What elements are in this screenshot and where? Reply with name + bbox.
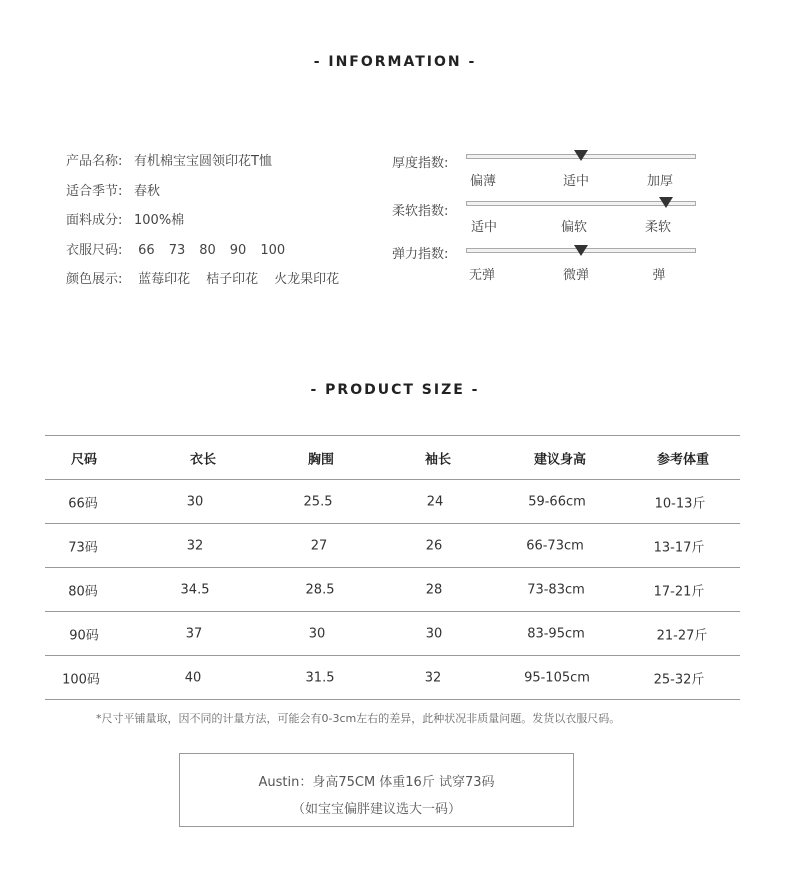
size-option: 66 xyxy=(138,242,155,258)
index-tick: 弹 xyxy=(652,268,666,283)
table-cell: 59-66cm xyxy=(528,494,586,509)
model-advice: （如宝宝偏胖建议选大一码） xyxy=(291,802,461,817)
table-cell: 27 xyxy=(310,538,328,553)
table-cell: 100码 xyxy=(62,672,100,687)
info-value: 100%棉 xyxy=(134,213,185,228)
index-tick: 适中 xyxy=(562,174,590,189)
column-header: 袖长 xyxy=(424,452,452,467)
index-tick: 微弹 xyxy=(562,268,590,283)
model-reference-box xyxy=(179,753,574,827)
index-tick: 柔软 xyxy=(644,220,672,235)
info-row-sizes xyxy=(66,241,355,271)
table-cell: 30 xyxy=(425,626,443,641)
table-cell: 73-83cm xyxy=(527,582,585,597)
index-tick: 无弹 xyxy=(468,268,496,283)
index-tick: 偏软 xyxy=(560,220,588,235)
product-size-title: - PRODUCT SIZE - xyxy=(310,382,480,398)
size-option: 90 xyxy=(229,242,247,258)
info-value: 有机棉宝宝圆领印花T恤 xyxy=(134,154,272,169)
table-row xyxy=(45,480,740,524)
color-option: 蓝莓印花 xyxy=(138,272,191,287)
model-info: Austin：身高75CM 体重16斤 试穿73码 xyxy=(258,775,495,790)
table-cell: 30 xyxy=(186,494,204,509)
table-cell: 80码 xyxy=(68,584,98,599)
info-label: 面料成分: xyxy=(66,213,123,228)
size-option: 80 xyxy=(199,242,216,258)
index-label: 柔软指数: xyxy=(392,204,449,219)
table-cell: 13-17斤 xyxy=(653,540,705,555)
index-label: 弹力指数: xyxy=(392,247,449,262)
info-label: 颜色展示: xyxy=(66,272,123,287)
table-row xyxy=(45,568,740,612)
column-header: 衣长 xyxy=(189,452,217,467)
size-table xyxy=(45,435,740,700)
table-cell: 25-32斤 xyxy=(653,672,705,687)
info-row-season xyxy=(66,182,355,212)
table-header-row xyxy=(45,436,740,480)
table-row xyxy=(45,524,740,568)
table-cell: 73码 xyxy=(68,540,98,555)
table-cell: 66码 xyxy=(68,496,98,511)
table-cell: 28.5 xyxy=(305,582,335,597)
color-option: 火龙果印花 xyxy=(274,272,340,287)
info-label: 适合季节: xyxy=(66,183,123,199)
index-label: 厚度指数: xyxy=(392,156,449,171)
table-cell: 25.5 xyxy=(303,494,333,509)
info-label: 产品名称: xyxy=(66,154,123,169)
table-cell: 26 xyxy=(425,538,443,553)
column-header: 胸围 xyxy=(307,452,335,467)
index-tick: 适中 xyxy=(470,220,498,235)
table-cell: 32 xyxy=(186,538,204,553)
info-row-material xyxy=(66,211,355,241)
info-value: 春秋 xyxy=(134,183,161,199)
table-cell: 83-95cm xyxy=(527,626,585,641)
index-marker xyxy=(574,150,588,161)
color-option: 桔子印花 xyxy=(206,272,259,287)
index-marker xyxy=(574,245,588,256)
info-row-name xyxy=(66,152,355,182)
table-cell: 21-27斤 xyxy=(656,628,708,643)
info-row-colors xyxy=(66,270,355,300)
table-cell: 90码 xyxy=(69,628,99,643)
index-marker xyxy=(659,197,673,208)
column-header: 建议身高 xyxy=(533,452,587,467)
column-header: 尺码 xyxy=(70,452,98,467)
table-cell: 28 xyxy=(425,582,443,597)
table-cell: 37 xyxy=(185,626,203,641)
size-option: 73 xyxy=(168,242,186,258)
size-option: 100 xyxy=(260,242,286,258)
table-row xyxy=(45,656,740,700)
table-cell: 34.5 xyxy=(180,582,210,597)
column-header: 参考体重 xyxy=(656,452,710,467)
table-cell: 17-21斤 xyxy=(653,584,705,599)
product-info-list xyxy=(66,152,355,300)
table-cell: 10-13斤 xyxy=(654,496,706,511)
table-cell: 24 xyxy=(426,494,444,509)
information-title: - INFORMATION - xyxy=(313,54,477,70)
table-row xyxy=(45,612,740,656)
table-cell: 31.5 xyxy=(305,670,335,685)
index-tick: 偏薄 xyxy=(469,174,497,189)
table-cell: 66-73cm xyxy=(526,538,584,553)
index-tick: 加厚 xyxy=(646,174,674,189)
table-cell: 30 xyxy=(308,626,326,641)
table-cell: 95-105cm xyxy=(524,670,590,685)
measurement-note: *尺寸平铺量取，因不同的计量方法，可能会有0-3cm左右的差异，此种状况非质量问题。发货以衣服尺码。 xyxy=(96,712,621,725)
table-cell: 40 xyxy=(184,670,202,685)
table-cell: 32 xyxy=(424,670,442,685)
info-label: 衣服尺码: xyxy=(66,242,123,258)
